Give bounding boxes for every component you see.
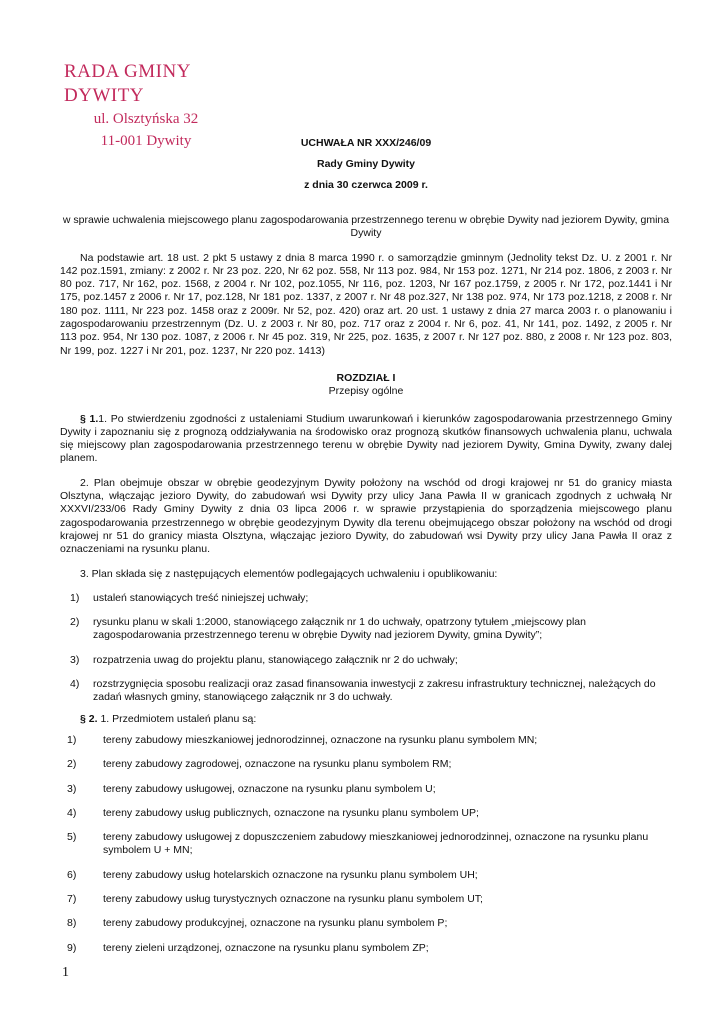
list-item-text: rysunku planu w skali 1:2000, stanowiącego załącznik nr 1 do uchwały, opatrzony tytułem „miejscowy plan zagospodarowania przestrzennego terenu w obrębie Dywity nad jeziorem Dywity, gmina Dywity”; [93, 616, 586, 642]
list-item-number: 2) [70, 616, 80, 629]
list-item-number: 3) [67, 782, 77, 795]
stamp-council-name: RADA GMINY DYWITY [64, 61, 191, 106]
list-item-number: 7) [67, 892, 77, 905]
list-item [60, 807, 672, 820]
section1-para1 [60, 413, 672, 466]
list-item [60, 893, 672, 906]
list-item-text: rozpatrzenia uwag do projektu planu, stanowiącego załącznik nr 2 do uchwały; [93, 653, 458, 666]
list-item-number: 8) [67, 917, 77, 930]
list-item [60, 654, 672, 667]
resolution-subject: w sprawie uchwalenia miejscowego planu zagospodarowania przestrzennego terenu w obrębie Dywity nad jeziorem Dywity, gmina Dywity [62, 214, 670, 240]
list-item [60, 917, 672, 930]
document-body [60, 137, 672, 966]
list-item-number: 9) [67, 941, 77, 954]
list-item [60, 783, 672, 796]
section1-mark: § 1. [80, 412, 99, 425]
list-item-number: 3) [70, 653, 80, 666]
list-item [60, 616, 672, 643]
section1-para1-text: 1. Po stwierdzeniu zgodności z ustaleniami Studium uwarunkowań i kierunków zagospodarowania przestrzennego Gminy Dywity i zapoznaniu się z prognozą oddziaływania na środowisko oraz prognozą skutków finansowych uchwalenia planu, uchwala się miejscowy plan zagospodarowania przestrzennego terenu w obrębie Dywity nad jeziorem Dywity, Gmina Dywity, zwany dalej planem. [60, 412, 672, 465]
section2-intro [60, 713, 672, 726]
section2-intro-text: 1. Przedmiotem ustaleń planu są: [100, 712, 257, 725]
list-item-number: 5) [67, 831, 77, 844]
section1-para2: 2. Plan obejmuje obszar w obrębie geodezyjnym Dywity położony na wschód od drogi krajowej nr 51 do granicy miasta Olsztyna, włączając jezioro Dywity, do zabudowań wsi Dywity przy ulicy Jana Pawła II w granicach zgodnych z uchwałą Nr XXXVI/233/06 Rady Gminy Dywity z dnia 03 lipca 2006 r. w sprawie przystąpienia do sporządzenia miejscowego planu zagospodarowania przestrzennego w obrębie geodezyjnym Dywity dla terenu obejmującego obszar położony na wschód od drogi krajowej nr 51 do granicy miasta Olsztyna, włączając jezioro Dywity, do zabudowań wsi Dywity przy ulicy Jana Pawła II oraz z oznaczeniami na rysunku planu. [60, 476, 672, 556]
list-item [60, 734, 672, 747]
list-item-text: tereny zabudowy usług publicznych, oznaczone na rysunku planu symbolem UP; [103, 806, 479, 819]
resolution-number: UCHWAŁA NR XXX/246/09 [300, 137, 432, 149]
stamp-postal: 11-001 Dywity [100, 133, 192, 149]
list-item [60, 831, 672, 858]
list-item-text: tereny zabudowy usługowej z dopuszczeniem zabudowy mieszkaniowej jednorodzinnej, oznaczone na rysunku planu symbolem U + MN; [103, 831, 649, 857]
list-item-number: 1) [70, 591, 80, 604]
list-item-text: tereny zabudowy usług hotelarskich oznaczone na rysunku planu symbolem UH; [103, 868, 478, 881]
list-item-text: tereny zieleni urządzonej, oznaczone na rysunku planu symbolem ZP; [103, 941, 429, 954]
list-item-text: tereny zabudowy usługowej, oznaczone na rysunku planu symbolem U; [103, 782, 436, 795]
list-item-number: 4) [67, 806, 77, 819]
list-item-number: 2) [67, 758, 77, 771]
list-item-text: tereny zabudowy mieszkaniowej jednorodzinnej, oznaczone na rysunku planu symbolem MN; [103, 733, 538, 746]
section2-list [60, 734, 672, 955]
list-item-number: 6) [67, 868, 77, 881]
list-item-text: tereny zabudowy produkcyjnej, oznaczone na rysunku planu symbolem P; [103, 917, 448, 930]
list-item-text: rozstrzygnięcia sposobu realizacji oraz zasad finansowania inwestycji z zakresu infrastruktury technicznej, należących do zadań własnych gminy, stanowiącego załącznik nr 3 do uchwały. [93, 678, 656, 704]
list-item-text: tereny zabudowy usług turystycznych oznaczone na rysunku planu symbolem UT; [103, 892, 483, 905]
section2-mark: § 2. [80, 712, 98, 725]
section1-list [60, 592, 672, 705]
resolution-date: z dnia 30 czerwca 2009 r. [304, 179, 428, 191]
list-item [60, 592, 672, 605]
list-item [60, 758, 672, 771]
list-item-text: ustaleń stanowiących treść niniejszej uchwały; [93, 591, 309, 604]
list-item [60, 869, 672, 882]
list-item-number: 4) [70, 678, 80, 691]
list-item-number: 1) [67, 733, 77, 746]
legal-basis: Na podstawie art. 18 ust. 2 pkt 5 ustawy z dnia 8 marca 1990 r. o samorządzie gminnym (Jednolity tekst Dz. U. z 2001 r. Nr 142 poz.1591, zmiany: z 2002 r. Nr 23 poz. 220, Nr 62 poz. 558, Nr 113 poz. 984, Nr 153 poz. 1271, Nr 214 poz. 1806, z 2003 r. Nr 80 poz. 717, Nr 162, poz. 1568, z 2004 r. Nr 102, poz.1055, Nr 116, poz. 1203, Nr 167 poz.1759, z 2005 r. Nr 172, poz.1441 i Nr 175, poz.1457 z 2006 r. Nr 17, poz.128, Nr 181 poz. 1337, z 2007 r. Nr 48 poz.327, Nr 138 poz. 974, Nr 173 poz.1218, z 2008 r. Nr 180 poz. 1111, Nr 223 poz. 1458 oraz z 2009r. Nr 52, poz. 420) oraz art. 20 ust. 1 ustawy z dnia 27 marca 2003 r. o planowaniu i zagospodarowaniu przestrzennym (Dz. U. z 2003 r. Nr 80, poz. 717 oraz z 2004 r. Nr 6, poz. 41, Nr 141, poz. 1492, z 2005 r. Nr 113 poz. 954, Nr 130 poz. 1087, z 2006 r. Nr 45 poz. 319, Nr 225, poz. 1635, z 2007 r. Nr 127 poz. 880, z 2008 r. Nr 123 poz. 803, Nr 199, poz. 1227 i Nr 201, poz. 1237, Nr 220 poz. 1413) [60, 251, 672, 357]
stamp-street: ul. Olsztyńska 32 [93, 111, 199, 127]
council-name: Rady Gminy Dywity [316, 158, 416, 170]
page-number: 1 [62, 965, 69, 980]
list-item [60, 678, 672, 705]
list-item-text: tereny zabudowy zagrodowej, oznaczone na rysunku planu symbolem RM; [103, 758, 452, 771]
chapter-title: ROZDZIAŁ I [336, 371, 396, 384]
list-item [60, 942, 672, 955]
chapter-subtitle: Przepisy ogólne [328, 385, 404, 398]
section1-para3: 3. Plan składa się z następujących elementów podlegających uchwaleniu i opublikowaniu: [80, 567, 498, 580]
